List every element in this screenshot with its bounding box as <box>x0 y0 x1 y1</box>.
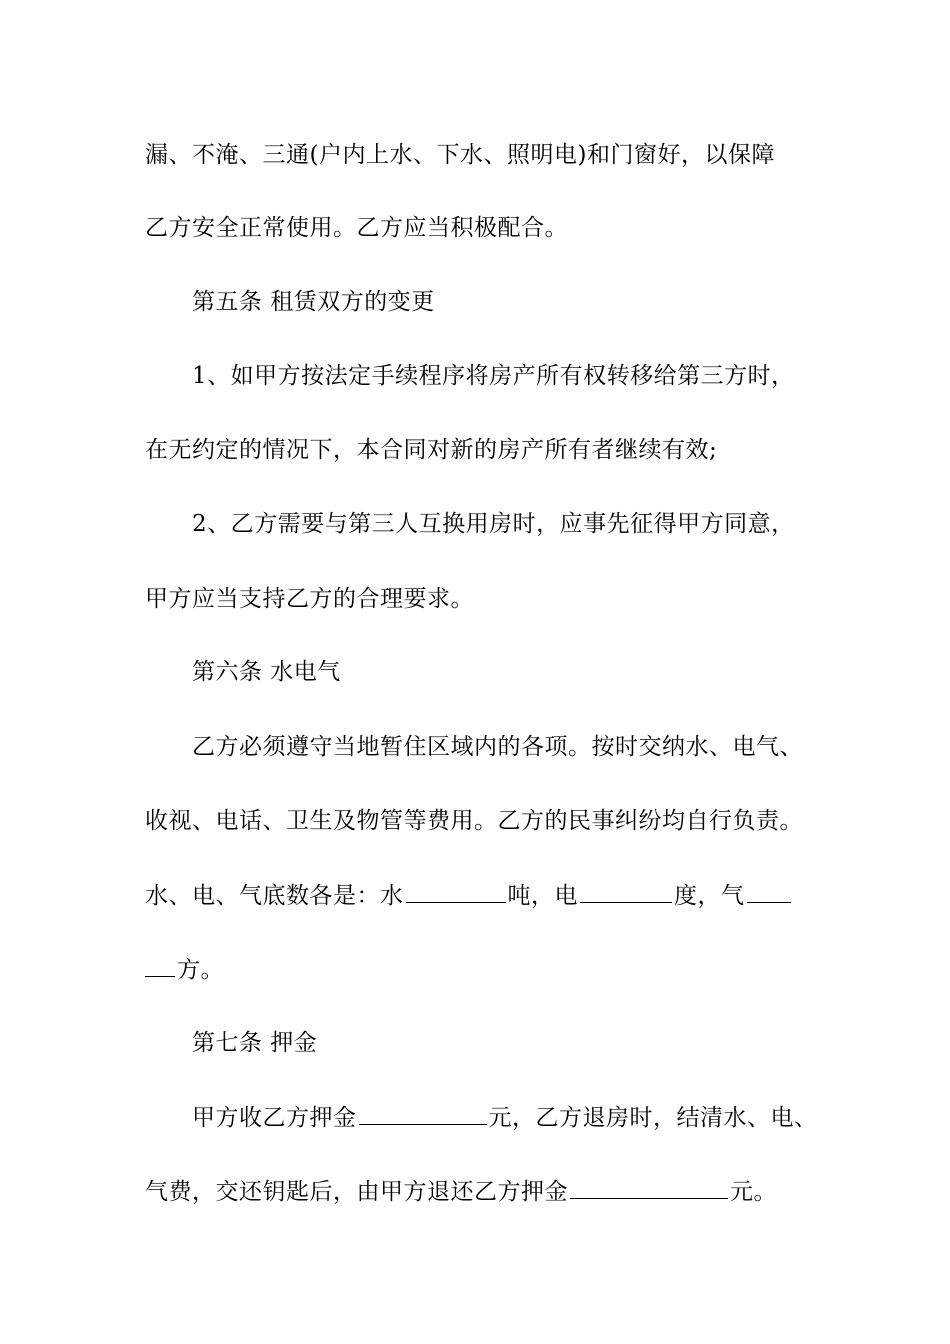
deposit-label: 甲方收乙方押金 <box>192 1105 357 1131</box>
electricity-reading-blank <box>580 880 672 903</box>
paragraph-line: 收视、电话、卫生及物管等费用。乙方的民事纠纷均自行负责。 <box>145 808 803 834</box>
paragraph-line: 1、如甲方按法定手续程序将房产所有权转移给第三方时， <box>192 363 795 389</box>
gas-unit: 方。 <box>177 957 224 983</box>
paragraph-line: 在无约定的情况下，本合同对新的房产所有者继续有效; <box>145 437 718 463</box>
utilities-label: 水、电、气底数各是：水 <box>145 883 404 909</box>
article-7-title: 第七条 押金 <box>192 1030 318 1056</box>
refund-label: 气费，交还钥匙后，由甲方退还乙方押金 <box>145 1179 568 1205</box>
refund-amount-blank <box>570 1176 728 1199</box>
utilities-readings-line <box>145 880 825 911</box>
paragraph-line: 漏、不淹、三通(户内上水、下水、照明电)和门窗好，以保障 <box>145 142 775 168</box>
article-6-title: 第六条 水电气 <box>192 659 341 685</box>
paragraph-line: 甲方应当支持乙方的合理要求。 <box>145 586 474 612</box>
deposit-line <box>192 1102 872 1133</box>
deposit-amount-blank <box>359 1102 487 1125</box>
paragraph-line: 2、乙方需要与第三人互换用房时，应事先征得甲方同意， <box>192 511 795 537</box>
water-unit: 吨，电 <box>507 883 578 909</box>
article-5-title: 第五条 租赁双方的变更 <box>192 289 435 315</box>
gas-reading-blank <box>747 880 791 903</box>
paragraph-line: 乙方必须遵守当地暂住区域内的各项。按时交纳水、电气、 <box>192 734 803 760</box>
water-reading-blank <box>406 880 506 903</box>
electricity-unit: 度，气 <box>674 883 745 909</box>
deposit-refund-line <box>145 1176 825 1207</box>
gas-reading-blank-cont <box>145 954 175 977</box>
deposit-text: 元，乙方退房时，结清水、电、 <box>488 1105 818 1131</box>
refund-unit: 元。 <box>730 1179 777 1205</box>
utilities-readings-cont <box>145 954 825 985</box>
paragraph-line: 乙方安全正常使用。乙方应当积极配合。 <box>145 215 568 241</box>
